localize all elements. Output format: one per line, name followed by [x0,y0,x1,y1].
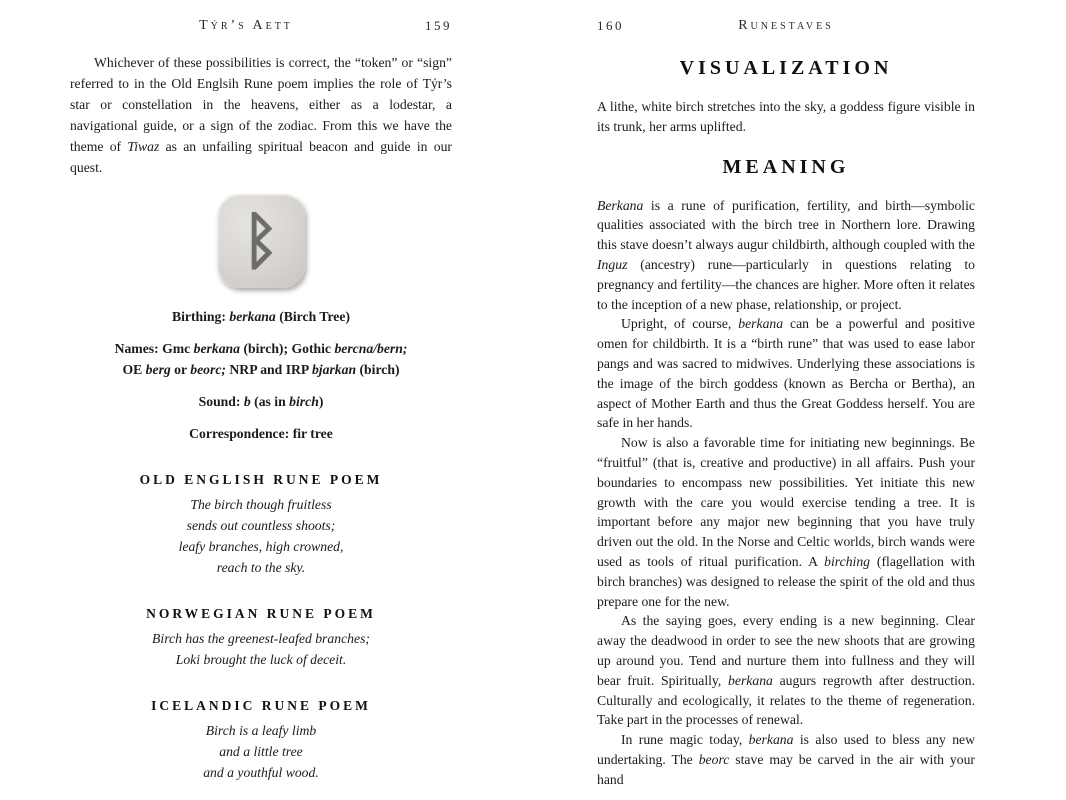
poem-old-english [70,494,452,578]
page-right [597,0,975,790]
rune-stone-image [217,194,305,288]
poem-line: reach to the sky. [216,560,306,575]
visualization-paragraph: A lithe, white birch stretches into the sky, a goddess figure visible in its trunk, her arms uplifted. [597,99,975,134]
meaning-paragraph-4: As the saying goes, every ending is a new beginning. Clear away the deadwood in order to see the new shoots that are growing up around you. Tend and nurture them into fullness and they will bear fruit. Spiritually, berkana augurs regrowth after destruction. Culturally and ecologically, it relates to the theme of regeneration. Take part in the processes of renewal. [597,613,975,728]
running-head-title-left: Týr’s Aett [199,18,293,33]
meaning-text [597,196,975,790]
meaning-paragraph-5: In rune magic today, berkana is also used to bless any new undertaking. The beorc stave may be carved in the air with your hand [597,732,975,787]
poem-line: and a little tree [219,744,303,759]
intro-paragraph: Whichever of these possibilities is correct, the “token” or “sign” referred to in the Old Englsih Rune poem implies the role of Týr’s star or constellation in the heavens, either as a lodestar, a navigational guide, or a sign of the zodiac. From this we have the theme of Tiwaz as an unfailing spiritual beacon and guide in our quest. [70,55,452,175]
heading-visualization: VISUALIZATION [679,57,893,79]
heading-icelandic-rune-poem: ICELANDIC RUNE POEM [151,698,371,713]
poem-line: sends out countless shoots; [186,518,336,533]
poem-line: leafy branches, high crowned, [178,539,344,554]
meaning-paragraph-3: Now is also a favorable time for initiating new beginnings. Be “fruitful” (that is, creative and productive) in all affairs. Push your boundaries to encompass new possibilities. Yet initiate this new growth with the care you would exercise tending a tree. It is important before any major new beginning that you have truly driven out the old. In the Norse and Celtic worlds, birch wands were used as tools of ritual purification. A birching (flagellation with birch branches) was designed to release the spirit of the old and thus prepare one for the new. [597,435,975,609]
page-left [70,0,452,783]
poem-icelandic [70,720,452,783]
poem-line: and a youthful wood. [203,765,319,780]
poem-line: Birch has the greenest-leafed branches; [152,631,370,646]
info-correspondence: Correspondence: fir tree [189,426,333,441]
meaning-paragraph-2: Upright, of course, berkana can be a powerful and positive omen for childbirth. It is a “birth rune” that was used to ease labor pangs and was sacred to midwives. Underlying these associations is the image of the birch goddess (known as Bercha or Bertha), an aspect of Mother Earth and thus the Great Goddess herself. You are safe in her hands. [597,316,975,431]
heading-meaning: MEANING [722,155,850,178]
info-sound: Sound: b (as in birch) [198,394,324,409]
running-head-left [70,18,452,36]
heading-old-english-rune-poem: OLD ENGLISH RUNE POEM [139,472,383,487]
poem-line: Loki brought the luck of deceit. [175,652,347,667]
info-names-line1: Names: Gmc berkana (birch); Gothic bercna/bern; [114,341,408,356]
running-head-title-right: Runestaves [738,18,834,33]
poem-norwegian [70,628,452,670]
heading-norwegian-rune-poem: NORWEGIAN RUNE POEM [146,606,376,621]
running-head-right [597,18,975,36]
info-birthing: Birthing: berkana (Birch Tree) [171,309,351,324]
poem-line: Birch is a leafy limb [205,723,317,738]
page-number-right: 160 [597,18,624,33]
meaning-paragraph-1: Berkana is a rune of purification, fertility, and birth—symbolic qualities associated with the birch tree in Northern lore. Drawing this stave doesn’t always augur childbirth, although coupled with the Inguz (ancestry) rune—particularly in questions relating to pregnancy and fertility—the chances are higher. More often it relates to the inception of a new phase, relationship, or project. [597,197,975,312]
page-number-left: 159 [425,18,452,33]
berkana-rune-glyph: ᛒ [242,204,280,277]
info-names-line2: OE berg or beorc; NRP and IRP bjarkan (birch) [122,362,400,377]
poem-line: The birch though fruitless [190,497,332,512]
